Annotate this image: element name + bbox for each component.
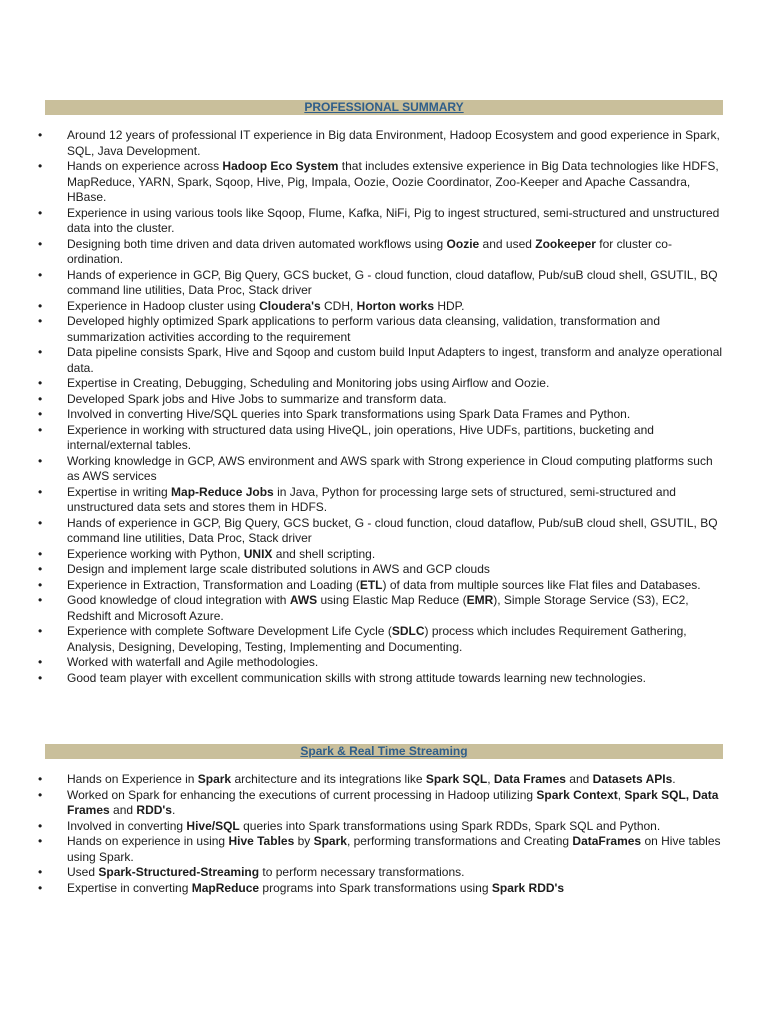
text-run: in Java, Python for processing large sets of structured, semi-structured and unstructured data sets and stores them in HDFS.: [67, 484, 676, 514]
list-item: [45, 376, 723, 392]
text-run: ) process which includes Requirement Gathering, Analysis, Designing, Developing, Testing, Implementing and Documenting.: [67, 624, 687, 654]
text-run: Experience working with Python,: [67, 546, 244, 561]
list-item: [45, 299, 723, 315]
bold-text: Spark RDD's: [491, 880, 565, 895]
list-item: [45, 562, 723, 578]
professional-summary-list: [45, 128, 723, 686]
list-item: [45, 407, 723, 423]
bold-text: Hadoop Eco System: [222, 159, 339, 173]
list-item: [45, 819, 723, 835]
text-run: Good knowledge of cloud integration with: [67, 593, 290, 607]
text-run: Worked with waterfall and Agile methodologies.: [67, 655, 319, 669]
list-item: [45, 516, 723, 547]
list-item: [45, 624, 723, 655]
professional-summary-section: [45, 100, 723, 686]
text-run: that includes extensive experience in Big Data technologies like HDFS, MapReduce, YARN, Spark, Sqoop, Hive, Pig, Impala, Oozie, Oozie Coordinator, Zoo-Keeper and Apache Cassandra, HBase.: [67, 159, 719, 204]
text-run: ,: [617, 787, 625, 802]
professional-summary-heading: PROFESSIONAL SUMMARY: [45, 100, 723, 115]
text-run: Experience in working with structured data using HiveQL, join operations, Hive UDFs, partitions, bucketing and internal/external tables.: [67, 422, 654, 452]
list-item: [45, 881, 723, 897]
list-item: [45, 593, 723, 624]
bold-text: Spark Context: [536, 787, 618, 802]
list-item: [45, 314, 723, 345]
text-run: Expertise in Creating, Debugging, Scheduling and Monitoring jobs using Airflow and Oozie.: [67, 376, 550, 390]
text-run: Data pipeline consists Spark, Hive and Sqoop and custom build Input Adapters to ingest, transform and analyze operational data.: [67, 345, 723, 375]
list-item: [45, 206, 723, 237]
bold-text: Hive/SQL: [186, 818, 240, 833]
text-run: Designing both time driven and data driven automated workflows using: [67, 236, 447, 251]
text-run: Developed Spark jobs and Hive Jobs to summarize and transform data.: [67, 391, 447, 406]
list-item: [45, 128, 723, 159]
list-item: [45, 159, 723, 206]
bold-text: Spark SQL, Data Frames: [67, 787, 719, 817]
text-run: and used: [479, 236, 536, 251]
text-run: Good team player with excellent communication skills with strong attitude towards learning new technologies.: [67, 670, 646, 685]
bold-text: Data Frames: [493, 772, 566, 786]
list-item: [45, 671, 723, 687]
text-run: Hands of experience in GCP, Big Query, GCS bucket, G - cloud function, cloud dataflow, Pub/suB cloud shell, GSUTIL, BQ command line utilities, Data Proc, Stack driver: [67, 267, 718, 297]
bold-text: EMR: [466, 593, 494, 607]
bold-text: Horton works: [356, 298, 435, 313]
text-run: to perform necessary transformations.: [259, 865, 465, 879]
bold-text: Hive Tables: [228, 834, 295, 848]
list-item: [45, 485, 723, 516]
bold-text: AWS: [289, 593, 318, 607]
text-run: queries into Spark transformations using Spark RDDs, Spark SQL and Python.: [239, 818, 661, 833]
text-run: Design and implement large scale distributed solutions in AWS and GCP clouds: [67, 562, 490, 576]
text-run: ,: [487, 772, 494, 786]
bold-text: UNIX: [243, 546, 273, 561]
text-run: ), Simple Storage Service (S3), EC2, Redshift and Microsoft Azure.: [67, 593, 689, 623]
text-run: and: [565, 772, 593, 786]
text-run: Experience with complete Software Development Life Cycle (: [67, 624, 392, 638]
text-run: programs into Spark transformations using: [259, 880, 492, 895]
text-run: HDP.: [434, 298, 465, 313]
text-run: by: [294, 834, 314, 848]
text-run: Hands of experience in GCP, Big Query, GCS bucket, G - cloud function, cloud dataflow, Pub/suB cloud shell, GSUTIL, BQ command line utilities, Data Proc, Stack driver: [67, 515, 718, 545]
bold-text: Spark: [197, 772, 232, 786]
bold-text: Spark: [313, 834, 347, 848]
text-run: Used: [67, 865, 99, 879]
list-item: [45, 423, 723, 454]
text-run: on Hive tables using Spark.: [67, 834, 721, 864]
text-run: Experience in Extraction, Transformation and Loading (: [67, 577, 360, 592]
spark-section-list: [45, 772, 723, 896]
list-item: [45, 865, 723, 881]
list-item: [45, 454, 723, 485]
list-item: [45, 547, 723, 563]
text-run: .: [171, 803, 176, 817]
text-run: , performing transformations and Creating: [346, 834, 573, 848]
text-run: architecture and its integrations like: [231, 772, 426, 786]
text-run: Worked on Spark for enhancing the executions of current processing in Hadoop utilizing: [67, 787, 537, 802]
bold-text: Cloudera's: [259, 298, 321, 313]
text-run: Hands on Experience in: [67, 772, 198, 786]
spark-section-heading: Spark & Real Time Streaming: [45, 744, 723, 759]
text-run: CDH,: [320, 298, 357, 313]
text-run: Working knowledge in GCP, AWS environment and AWS spark with Strong experience in Cloud computing platforms such as AWS services: [67, 453, 713, 483]
text-run: Experience in using various tools like Sqoop, Flume, Kafka, NiFi, Pig to ingest structured, semi-structured and unstructured data into the cluster.: [67, 205, 720, 235]
list-item: [45, 788, 723, 819]
bold-text: Zookeeper: [535, 236, 596, 251]
text-run: Hands on experience across: [67, 159, 223, 173]
bold-text: DataFrames: [572, 834, 642, 848]
list-item: [45, 834, 723, 865]
text-run: ) of data from multiple sources like Flat files and Databases.: [382, 577, 701, 592]
bold-text: MapReduce: [191, 880, 260, 895]
list-item: [45, 237, 723, 268]
list-item: [45, 655, 723, 671]
list-item: [45, 268, 723, 299]
text-run: Around 12 years of professional IT experience in Big data Environment, Hadoop Ecosystem and good experience in Spark, SQL, Java Development.: [67, 128, 720, 158]
text-run: Involved in converting Hive/SQL queries into Spark transformations using Spark Data Frames and Python.: [67, 407, 631, 421]
bold-text: Spark SQL: [425, 772, 488, 786]
text-run: using Elastic Map Reduce (: [317, 593, 467, 607]
bold-text: ETL: [359, 577, 383, 592]
list-item: [45, 578, 723, 594]
text-run: Experience in Hadoop cluster using: [67, 298, 260, 313]
bold-text: RDD's: [136, 803, 172, 817]
text-run: Hands on experience in using: [67, 834, 229, 848]
text-run: Expertise in writing: [67, 484, 172, 499]
text-run: Expertise in converting: [67, 880, 192, 895]
text-run: and: [109, 803, 137, 817]
text-run: and shell scripting.: [272, 546, 376, 561]
text-run: Involved in converting: [67, 818, 187, 833]
text-run: .: [672, 772, 676, 786]
text-run: Developed highly optimized Spark applications to perform various data cleansing, validation, transformation and summarization activities according to the requirement: [67, 314, 660, 344]
bold-text: SDLC: [391, 624, 425, 638]
list-item: [45, 392, 723, 408]
text-run: for cluster co-ordination.: [67, 236, 672, 266]
bold-text: Oozie: [446, 236, 480, 251]
bold-text: Spark-Structured-Streaming: [98, 865, 260, 879]
list-item: [45, 772, 723, 788]
spark-section: [45, 744, 723, 896]
list-item: [45, 345, 723, 376]
bold-text: Map-Reduce Jobs: [171, 484, 274, 499]
bold-text: Datasets APIs: [592, 772, 673, 786]
